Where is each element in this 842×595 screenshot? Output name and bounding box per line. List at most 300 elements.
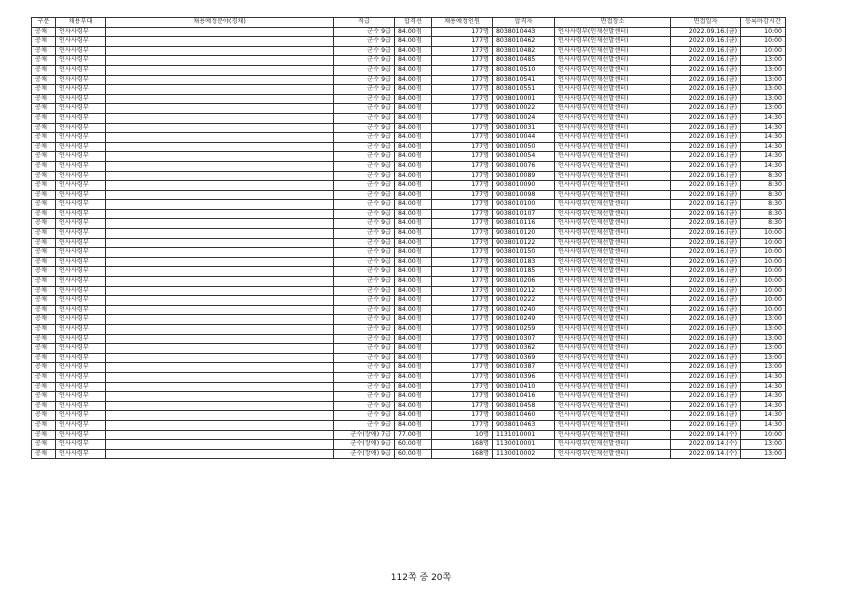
cell-col-field	[106, 401, 334, 411]
cell-col-unit: 인사사령부	[56, 286, 106, 296]
cell-col-interview-date: 2022.09.16.(금)	[671, 325, 741, 335]
cell-col-planned: 177명	[432, 200, 493, 210]
cell-col-deadline: 10:00	[741, 286, 786, 296]
cell-col-grade: 군수 9급	[334, 123, 395, 133]
cell-col-interview-date: 2022.09.16.(금)	[671, 267, 741, 277]
cell-col-planned: 177명	[432, 85, 493, 95]
cell-col-grade: 군수 9급	[334, 248, 395, 258]
header-col-cutoff: 합격선	[395, 18, 432, 28]
table-row	[32, 372, 786, 382]
cell-col-category: 공채	[32, 257, 56, 267]
cell-col-field	[106, 94, 334, 104]
table-row	[32, 171, 786, 181]
cell-col-cutoff: 84.00점	[395, 420, 432, 430]
header-col-venue: 면접장소	[555, 18, 671, 28]
cell-col-deadline: 8:30	[741, 181, 786, 191]
cell-col-interview-date: 2022.09.16.(금)	[671, 190, 741, 200]
cell-col-grade: 군수 9급	[334, 325, 395, 335]
cell-col-interview-date: 2022.09.16.(금)	[671, 94, 741, 104]
cell-col-unit: 인사사령부	[56, 104, 106, 114]
cell-col-category: 공채	[32, 440, 56, 450]
cell-col-planned: 10명	[432, 430, 493, 440]
table-row	[32, 133, 786, 143]
cell-col-grade: 군수 9급	[334, 133, 395, 143]
cell-col-field	[106, 411, 334, 421]
cell-col-venue: 인사사령부(인재선발센터)	[555, 46, 671, 56]
cell-col-applicant-id: 1130010002	[493, 449, 555, 459]
cell-col-grade: 군수 9급	[334, 238, 395, 248]
cell-col-interview-date: 2022.09.16.(금)	[671, 382, 741, 392]
cell-col-venue: 인사사령부(인재선발센터)	[555, 257, 671, 267]
cell-col-field	[106, 238, 334, 248]
cell-col-venue: 인사사령부(인재선발센터)	[555, 392, 671, 402]
cell-col-interview-date: 2022.09.16.(금)	[671, 142, 741, 152]
cell-col-category: 공채	[32, 420, 56, 430]
table-row	[32, 257, 786, 267]
cell-col-deadline: 8:30	[741, 209, 786, 219]
cell-col-planned: 177명	[432, 171, 493, 181]
table-row	[32, 209, 786, 219]
cell-col-cutoff: 84.00점	[395, 363, 432, 373]
header-col-unit: 채용부대	[56, 18, 106, 28]
cell-col-unit: 인사사령부	[56, 200, 106, 210]
cell-col-deadline: 14:30	[741, 392, 786, 402]
cell-col-grade: 군수 9급	[334, 65, 395, 75]
cell-col-unit: 인사사령부	[56, 334, 106, 344]
cell-col-field	[106, 123, 334, 133]
header-col-planned: 채용예정인원	[432, 18, 493, 28]
cell-col-planned: 177명	[432, 104, 493, 114]
cell-col-cutoff: 84.00점	[395, 257, 432, 267]
cell-col-applicant-id: 9038010387	[493, 363, 555, 373]
cell-col-grade: 군수 9급	[334, 171, 395, 181]
cell-col-applicant-id: 9038010185	[493, 267, 555, 277]
cell-col-field	[106, 85, 334, 95]
cell-col-unit: 인사사령부	[56, 296, 106, 306]
cell-col-field	[106, 133, 334, 143]
cell-col-venue: 인사사령부(인재선발센터)	[555, 113, 671, 123]
table-row	[32, 325, 786, 335]
cell-col-planned: 168명	[432, 440, 493, 450]
cell-col-deadline: 14:30	[741, 133, 786, 143]
cell-col-unit: 인사사령부	[56, 305, 106, 315]
cell-col-planned: 177명	[432, 411, 493, 421]
cell-col-unit: 인사사령부	[56, 37, 106, 47]
page-number: 112쪽 중 20쪽	[390, 573, 452, 583]
cell-col-unit: 인사사령부	[56, 65, 106, 75]
cell-col-venue: 인사사령부(인재선발센터)	[555, 94, 671, 104]
cell-col-cutoff: 84.00점	[395, 209, 432, 219]
cell-col-interview-date: 2022.09.16.(금)	[671, 392, 741, 402]
cell-col-deadline: 10:00	[741, 257, 786, 267]
cell-col-applicant-id: 9038010396	[493, 372, 555, 382]
cell-col-deadline: 14:30	[741, 142, 786, 152]
cell-col-cutoff: 84.00점	[395, 46, 432, 56]
cell-col-grade: 군수 9급	[334, 411, 395, 421]
cell-col-interview-date: 2022.09.16.(금)	[671, 181, 741, 191]
cell-col-cutoff: 84.00점	[395, 305, 432, 315]
cell-col-interview-date: 2022.09.16.(금)	[671, 296, 741, 306]
cell-col-field	[106, 171, 334, 181]
cell-col-cutoff: 84.00점	[395, 372, 432, 382]
cell-col-category: 공채	[32, 267, 56, 277]
cell-col-field	[106, 65, 334, 75]
cell-col-deadline: 13:00	[741, 315, 786, 325]
table-row	[32, 75, 786, 85]
table-row	[32, 267, 786, 277]
cell-col-cutoff: 84.00점	[395, 104, 432, 114]
cell-col-applicant-id: 9038010463	[493, 420, 555, 430]
cell-col-deadline: 13:00	[741, 344, 786, 354]
cell-col-planned: 177명	[432, 94, 493, 104]
cell-col-applicant-id: 9038010116	[493, 219, 555, 229]
cell-col-planned: 177명	[432, 344, 493, 354]
cell-col-venue: 인사사령부(인재선발센터)	[555, 411, 671, 421]
cell-col-unit: 인사사령부	[56, 449, 106, 459]
cell-col-category: 공채	[32, 37, 56, 47]
cell-col-field	[106, 56, 334, 66]
cell-col-field	[106, 200, 334, 210]
cell-col-planned: 177명	[432, 46, 493, 56]
table-row	[32, 440, 786, 450]
cell-col-field	[106, 353, 334, 363]
cell-col-deadline: 10:00	[741, 267, 786, 277]
cell-col-category: 공채	[32, 219, 56, 229]
table-row	[32, 238, 786, 248]
cell-col-field	[106, 37, 334, 47]
cell-col-grade: 군수 9급	[334, 277, 395, 287]
results-table	[31, 17, 786, 459]
cell-col-grade: 군수 9급	[334, 363, 395, 373]
cell-col-planned: 177명	[432, 267, 493, 277]
cell-col-venue: 인사사령부(인재선발센터)	[555, 142, 671, 152]
header-col-field: 채용예정분야(경채)	[106, 18, 334, 28]
cell-col-field	[106, 430, 334, 440]
cell-col-grade: 군수 9급	[334, 104, 395, 114]
cell-col-cutoff: 84.00점	[395, 238, 432, 248]
cell-col-grade: 군수 9급	[334, 257, 395, 267]
cell-col-unit: 인사사령부	[56, 85, 106, 95]
cell-col-cutoff: 84.00점	[395, 142, 432, 152]
cell-col-deadline: 13:00	[741, 85, 786, 95]
cell-col-planned: 177명	[432, 286, 493, 296]
cell-col-cutoff: 60.00점	[395, 440, 432, 450]
cell-col-applicant-id: 9038010249	[493, 315, 555, 325]
cell-col-cutoff: 84.00점	[395, 27, 432, 37]
cell-col-planned: 177명	[432, 75, 493, 85]
cell-col-unit: 인사사령부	[56, 372, 106, 382]
cell-col-field	[106, 277, 334, 287]
cell-col-interview-date: 2022.09.16.(금)	[671, 200, 741, 210]
cell-col-venue: 인사사령부(인재선발센터)	[555, 171, 671, 181]
cell-col-planned: 177명	[432, 56, 493, 66]
cell-col-applicant-id: 8038010510	[493, 65, 555, 75]
cell-col-grade: 군수 9급	[334, 113, 395, 123]
table-row	[32, 363, 786, 373]
cell-col-grade: 군수 9급	[334, 181, 395, 191]
cell-col-planned: 177명	[432, 209, 493, 219]
cell-col-interview-date: 2022.09.16.(금)	[671, 209, 741, 219]
table-row	[32, 401, 786, 411]
cell-col-grade: 군수 9급	[334, 209, 395, 219]
cell-col-applicant-id: 9038010122	[493, 238, 555, 248]
cell-col-grade: 군수 9급	[334, 152, 395, 162]
cell-col-planned: 177명	[432, 277, 493, 287]
cell-col-deadline: 14:30	[741, 382, 786, 392]
cell-col-interview-date: 2022.09.16.(금)	[671, 113, 741, 123]
cell-col-category: 공채	[32, 449, 56, 459]
cell-col-cutoff: 84.00점	[395, 75, 432, 85]
table-row	[32, 65, 786, 75]
cell-col-deadline: 14:30	[741, 152, 786, 162]
cell-col-deadline: 14:30	[741, 411, 786, 421]
cell-col-category: 공채	[32, 229, 56, 239]
cell-col-cutoff: 84.00점	[395, 296, 432, 306]
cell-col-planned: 177명	[432, 248, 493, 258]
table-row	[32, 344, 786, 354]
cell-col-applicant-id: 9038010369	[493, 353, 555, 363]
cell-col-interview-date: 2022.09.16.(금)	[671, 46, 741, 56]
cell-col-unit: 인사사령부	[56, 181, 106, 191]
cell-col-planned: 177명	[432, 363, 493, 373]
cell-col-unit: 인사사령부	[56, 75, 106, 85]
cell-col-unit: 인사사령부	[56, 123, 106, 133]
table-row	[32, 113, 786, 123]
cell-col-unit: 인사사령부	[56, 440, 106, 450]
cell-col-category: 공채	[32, 104, 56, 114]
cell-col-unit: 인사사령부	[56, 171, 106, 181]
header-col-grade: 직급	[334, 18, 395, 28]
cell-col-grade: 군수 9급	[334, 46, 395, 56]
cell-col-applicant-id: 9038010050	[493, 142, 555, 152]
cell-col-field	[106, 248, 334, 258]
cell-col-unit: 인사사령부	[56, 315, 106, 325]
cell-col-cutoff: 60.00점	[395, 449, 432, 459]
cell-col-venue: 인사사령부(인재선발센터)	[555, 401, 671, 411]
cell-col-venue: 인사사령부(인재선발센터)	[555, 200, 671, 210]
cell-col-venue: 인사사령부(인재선발센터)	[555, 209, 671, 219]
table-row	[32, 277, 786, 287]
cell-col-applicant-id: 9038010098	[493, 190, 555, 200]
cell-col-cutoff: 84.00점	[395, 315, 432, 325]
cell-col-field	[106, 190, 334, 200]
cell-col-unit: 인사사령부	[56, 392, 106, 402]
cell-col-interview-date: 2022.09.16.(금)	[671, 171, 741, 181]
cell-col-unit: 인사사령부	[56, 209, 106, 219]
cell-col-applicant-id: 9038010460	[493, 411, 555, 421]
cell-col-unit: 인사사령부	[56, 190, 106, 200]
cell-col-deadline: 10:00	[741, 248, 786, 258]
cell-col-grade: 군수 9급	[334, 27, 395, 37]
cell-col-planned: 177명	[432, 27, 493, 37]
cell-col-deadline: 13:00	[741, 325, 786, 335]
cell-col-deadline: 14:30	[741, 161, 786, 171]
cell-col-cutoff: 84.00점	[395, 65, 432, 75]
cell-col-interview-date: 2022.09.16.(금)	[671, 161, 741, 171]
cell-col-category: 공채	[32, 190, 56, 200]
cell-col-field	[106, 257, 334, 267]
cell-col-planned: 168명	[432, 449, 493, 459]
cell-col-category: 공채	[32, 325, 56, 335]
cell-col-planned: 177명	[432, 113, 493, 123]
cell-col-category: 공채	[32, 382, 56, 392]
cell-col-interview-date: 2022.09.14.(수)	[671, 440, 741, 450]
cell-col-interview-date: 2022.09.16.(금)	[671, 229, 741, 239]
cell-col-category: 공채	[32, 353, 56, 363]
cell-col-unit: 인사사령부	[56, 277, 106, 287]
table-row	[32, 334, 786, 344]
cell-col-deadline: 13:00	[741, 65, 786, 75]
cell-col-cutoff: 84.00점	[395, 94, 432, 104]
cell-col-unit: 인사사령부	[56, 46, 106, 56]
cell-col-field	[106, 104, 334, 114]
cell-col-field	[106, 286, 334, 296]
cell-col-applicant-id: 9038010307	[493, 334, 555, 344]
cell-col-planned: 177명	[432, 229, 493, 239]
cell-col-planned: 177명	[432, 325, 493, 335]
table-row	[32, 296, 786, 306]
cell-col-applicant-id: 8038010462	[493, 37, 555, 47]
cell-col-venue: 인사사령부(인재선발센터)	[555, 363, 671, 373]
cell-col-unit: 인사사령부	[56, 113, 106, 123]
cell-col-category: 공채	[32, 238, 56, 248]
cell-col-cutoff: 84.00점	[395, 56, 432, 66]
cell-col-deadline: 10:00	[741, 229, 786, 239]
cell-col-field	[106, 382, 334, 392]
cell-col-field	[106, 420, 334, 430]
cell-col-grade: 군수 9급	[334, 382, 395, 392]
cell-col-category: 공채	[32, 161, 56, 171]
cell-col-unit: 인사사령부	[56, 248, 106, 258]
cell-col-planned: 177명	[432, 123, 493, 133]
cell-col-cutoff: 84.00점	[395, 277, 432, 287]
cell-col-venue: 인사사령부(인재선발센터)	[555, 267, 671, 277]
cell-col-category: 공채	[32, 171, 56, 181]
cell-col-applicant-id: 9038010100	[493, 200, 555, 210]
cell-col-field	[106, 305, 334, 315]
cell-col-deadline: 14:30	[741, 113, 786, 123]
cell-col-deadline: 14:30	[741, 401, 786, 411]
cell-col-grade: 군수(장애) 9급	[334, 449, 395, 459]
cell-col-grade: 군수 9급	[334, 190, 395, 200]
cell-col-planned: 177명	[432, 296, 493, 306]
cell-col-venue: 인사사령부(인재선발센터)	[555, 27, 671, 37]
cell-col-cutoff: 84.00점	[395, 267, 432, 277]
cell-col-grade: 군수 9급	[334, 161, 395, 171]
cell-col-planned: 177명	[432, 190, 493, 200]
cell-col-grade: 군수 9급	[334, 353, 395, 363]
cell-col-category: 공채	[32, 27, 56, 37]
cell-col-venue: 인사사령부(인재선발센터)	[555, 37, 671, 47]
cell-col-applicant-id: 1130010001	[493, 440, 555, 450]
cell-col-applicant-id: 1131010001	[493, 430, 555, 440]
cell-col-venue: 인사사령부(인재선발센터)	[555, 190, 671, 200]
cell-col-grade: 군수 9급	[334, 200, 395, 210]
cell-col-planned: 177명	[432, 382, 493, 392]
cell-col-deadline: 8:30	[741, 219, 786, 229]
cell-col-field	[106, 219, 334, 229]
cell-col-unit: 인사사령부	[56, 56, 106, 66]
cell-col-deadline: 13:00	[741, 56, 786, 66]
cell-col-cutoff: 84.00점	[395, 123, 432, 133]
cell-col-venue: 인사사령부(인재선발센터)	[555, 65, 671, 75]
cell-col-category: 공채	[32, 75, 56, 85]
cell-col-grade: 군수 9급	[334, 372, 395, 382]
cell-col-planned: 177명	[432, 401, 493, 411]
cell-col-interview-date: 2022.09.16.(금)	[671, 353, 741, 363]
cell-col-cutoff: 84.00점	[395, 401, 432, 411]
cell-col-venue: 인사사령부(인재선발센터)	[555, 219, 671, 229]
cell-col-cutoff: 84.00점	[395, 344, 432, 354]
cell-col-interview-date: 2022.09.16.(금)	[671, 56, 741, 66]
cell-col-venue: 인사사령부(인재선발센터)	[555, 286, 671, 296]
table-row	[32, 315, 786, 325]
table-row	[32, 229, 786, 239]
cell-col-applicant-id: 9038010120	[493, 229, 555, 239]
cell-col-planned: 177명	[432, 65, 493, 75]
cell-col-planned: 177명	[432, 181, 493, 191]
cell-col-interview-date: 2022.09.16.(금)	[671, 257, 741, 267]
cell-col-field	[106, 181, 334, 191]
cell-col-unit: 인사사령부	[56, 420, 106, 430]
cell-col-applicant-id: 9038010090	[493, 181, 555, 191]
cell-col-grade: 군수 9급	[334, 56, 395, 66]
cell-col-applicant-id: 9038010024	[493, 113, 555, 123]
cell-col-venue: 인사사령부(인재선발센터)	[555, 440, 671, 450]
cell-col-category: 공채	[32, 46, 56, 56]
table-row	[32, 200, 786, 210]
cell-col-planned: 177명	[432, 305, 493, 315]
cell-col-interview-date: 2022.09.16.(금)	[671, 334, 741, 344]
cell-col-cutoff: 84.00점	[395, 133, 432, 143]
cell-col-field	[106, 75, 334, 85]
header-col-interview-date: 면접일자	[671, 18, 741, 28]
cell-col-interview-date: 2022.09.16.(금)	[671, 401, 741, 411]
cell-col-venue: 인사사령부(인재선발센터)	[555, 325, 671, 335]
cell-col-venue: 인사사령부(인재선발센터)	[555, 229, 671, 239]
cell-col-venue: 인사사령부(인재선발센터)	[555, 449, 671, 459]
cell-col-unit: 인사사령부	[56, 411, 106, 421]
cell-col-venue: 인사사령부(인재선발센터)	[555, 133, 671, 143]
cell-col-venue: 인사사령부(인재선발센터)	[555, 85, 671, 95]
cell-col-deadline: 10:00	[741, 277, 786, 287]
cell-col-deadline: 13:00	[741, 75, 786, 85]
cell-col-planned: 177명	[432, 420, 493, 430]
cell-col-unit: 인사사령부	[56, 401, 106, 411]
cell-col-grade: 군수 9급	[334, 37, 395, 47]
table-row	[32, 27, 786, 37]
cell-col-category: 공채	[32, 181, 56, 191]
cell-col-deadline: 8:30	[741, 171, 786, 181]
cell-col-planned: 177명	[432, 161, 493, 171]
cell-col-venue: 인사사령부(인재선발센터)	[555, 238, 671, 248]
cell-col-cutoff: 84.00점	[395, 219, 432, 229]
cell-col-category: 공채	[32, 401, 56, 411]
cell-col-grade: 군수 9급	[334, 420, 395, 430]
cell-col-planned: 177명	[432, 152, 493, 162]
cell-col-category: 공채	[32, 133, 56, 143]
cell-col-cutoff: 84.00점	[395, 325, 432, 335]
cell-col-deadline: 14:30	[741, 123, 786, 133]
cell-col-field	[106, 392, 334, 402]
cell-col-planned: 177명	[432, 257, 493, 267]
cell-col-grade: 군수 9급	[334, 286, 395, 296]
cell-col-cutoff: 84.00점	[395, 181, 432, 191]
cell-col-category: 공채	[32, 65, 56, 75]
cell-col-deadline: 13:00	[741, 353, 786, 363]
cell-col-deadline: 14:30	[741, 420, 786, 430]
cell-col-venue: 인사사령부(인재선발센터)	[555, 372, 671, 382]
